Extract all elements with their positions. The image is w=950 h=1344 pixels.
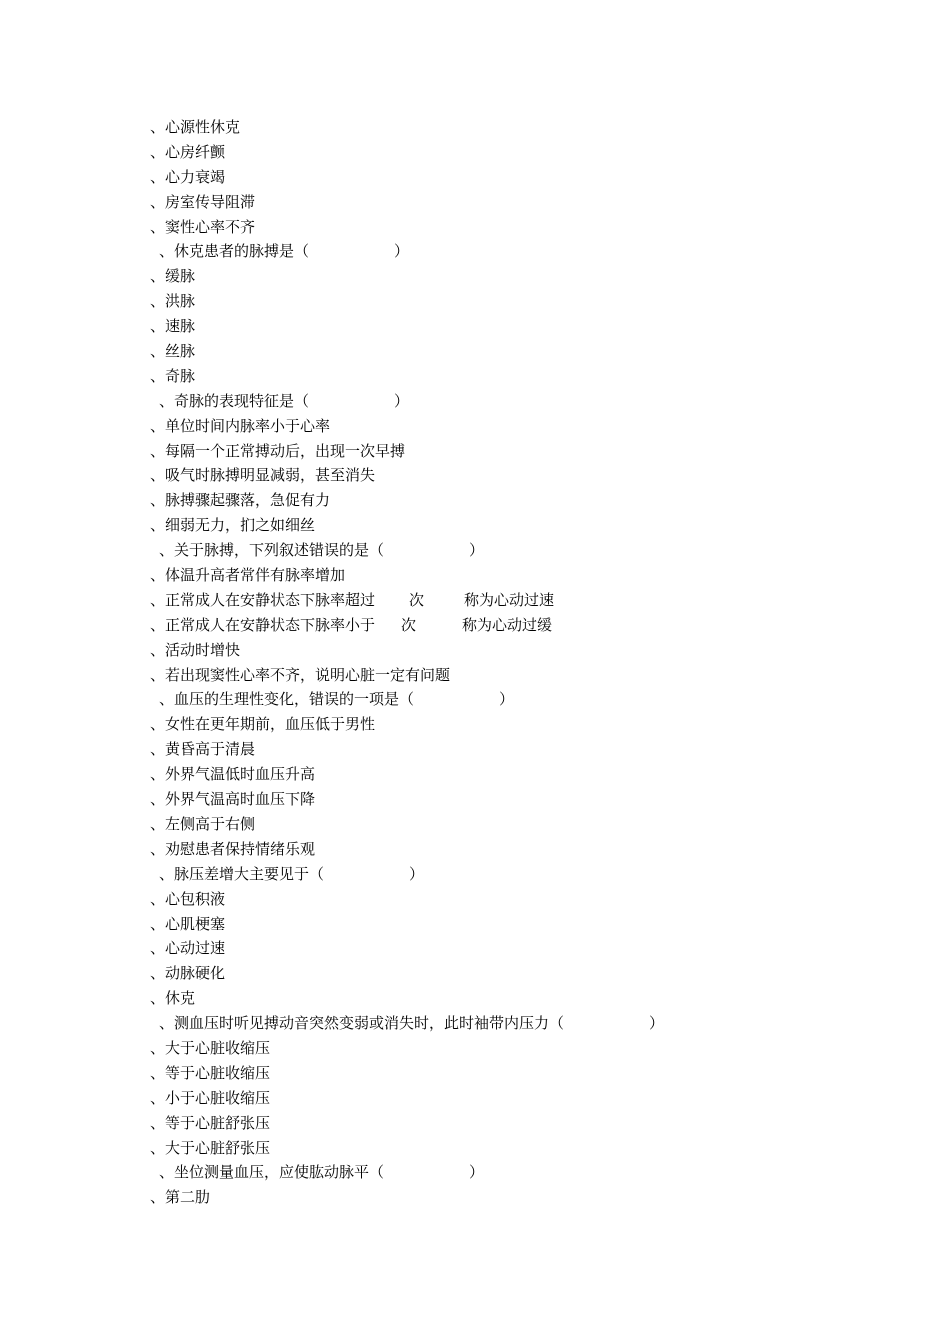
option-text: 、单位时间内脉率小于心率: [150, 416, 331, 435]
answer-option: [150, 513, 870, 538]
answer-option: [150, 1185, 870, 1210]
option-text: 、脉搏骤起骤落，急促有力: [150, 491, 331, 510]
answer-option: [150, 887, 870, 912]
answer-option: [150, 812, 870, 837]
option-text: 、缓脉: [150, 267, 196, 286]
option-text: 、房室传导阻滞: [150, 192, 256, 211]
answer-option: [150, 439, 870, 464]
option-text: 、大于心脏舒张压: [150, 1138, 271, 1157]
question-text: 、关于脉搏，下列叙述错误的是（: [159, 541, 385, 560]
answer-option: [150, 115, 870, 140]
option-text: 、等于心脏收缩压: [150, 1063, 271, 1082]
question-stem: [150, 538, 870, 563]
question-text: 、休克患者的脉搏是（: [159, 242, 310, 261]
answer-option: [150, 1111, 870, 1136]
answer-option: [150, 488, 870, 513]
question-text: ）: [469, 1163, 485, 1182]
option-text: 、正常成人在安静状态下脉率超过: [150, 590, 376, 609]
answer-option: [150, 936, 870, 961]
answer-option: [150, 190, 870, 215]
option-text: 、若出现窦性心率不齐，说明心脏一定有问题: [150, 665, 451, 684]
option-text: 、洪脉: [150, 292, 196, 311]
question-stem: [150, 687, 870, 712]
answer-option: [150, 414, 870, 439]
answer-option: [150, 264, 870, 289]
option-text: 、等于心脏舒张压: [150, 1113, 271, 1132]
option-text: 、每隔一个正常搏动后，出现一次早搏: [150, 441, 406, 460]
option-text: 、女性在更年期前，血压低于男性: [150, 715, 376, 734]
answer-option: [150, 289, 870, 314]
option-text: 、心源性休克: [150, 118, 241, 136]
answer-option: [150, 762, 870, 787]
option-text: 、外界气温低时血压升高: [150, 765, 316, 784]
question-text: 、血压的生理性变化，错误的一项是（: [159, 690, 415, 709]
answer-option: [150, 215, 870, 240]
option-text: 、黄昏高于清晨: [150, 740, 256, 759]
option-text: 、小于心脏收缩压: [150, 1088, 271, 1107]
answer-option: [150, 563, 870, 588]
option-text: 、左侧高于右侧: [150, 814, 256, 833]
answer-option: [150, 986, 870, 1011]
option-text: 、动脉硬化: [150, 964, 226, 983]
answer-option: [150, 663, 870, 688]
option-text: 、正常成人在安静状态下脉率小于: [150, 615, 376, 634]
answer-option: [150, 638, 870, 663]
option-text: 称为心动过缓: [462, 615, 553, 634]
answer-option: [150, 1086, 870, 1111]
question-text: 、坐位测量血压，应使肱动脉平（: [159, 1163, 385, 1182]
option-text: 、体温升高者常伴有脉率增加: [150, 566, 346, 585]
option-text: 、吸气时脉搏明显减弱，甚至消失: [150, 466, 376, 485]
option-text: 、心房纤颤: [150, 142, 226, 161]
answer-option: [150, 1036, 870, 1061]
answer-option: [150, 339, 870, 364]
answer-option: [150, 712, 870, 737]
option-text: 、劝慰患者保持情绪乐观: [150, 839, 316, 858]
answer-option: [150, 1136, 870, 1161]
question-text: ）: [409, 864, 425, 883]
question-stem: [150, 1011, 870, 1036]
question-text: 、测血压时听见搏动音突然变弱或消失时，此时袖带内压力（: [159, 1014, 565, 1033]
option-text: 称为心动过速: [464, 590, 555, 609]
answer-option: [150, 613, 870, 638]
option-text: 次: [401, 615, 417, 634]
question-text: 、脉压差增大主要见于（: [159, 864, 325, 883]
option-text: 、速脉: [150, 317, 196, 336]
answer-option: [150, 165, 870, 190]
option-text: 、心包积液: [150, 889, 226, 908]
answer-option: [150, 961, 870, 986]
option-text: 、休克: [150, 989, 196, 1008]
option-text: 、奇脉: [150, 366, 196, 385]
option-text: 、活动时增快: [150, 640, 241, 659]
question-stem: [150, 862, 870, 887]
option-text: 、丝脉: [150, 342, 196, 361]
answer-option: [150, 588, 870, 613]
question-stem: [150, 389, 870, 414]
question-stem: [150, 239, 870, 264]
option-text: 次: [409, 590, 425, 609]
option-text: 、心力衰竭: [150, 167, 226, 186]
answer-option: [150, 463, 870, 488]
option-text: 、心动过速: [150, 939, 226, 958]
answer-option: [150, 837, 870, 862]
question-text: ）: [469, 541, 485, 560]
answer-option: [150, 912, 870, 937]
option-text: 、大于心脏收缩压: [150, 1038, 271, 1057]
question-text: ）: [394, 391, 410, 410]
answer-option: [150, 364, 870, 389]
question-stem: [150, 1160, 870, 1185]
option-text: 、窦性心率不齐: [150, 217, 256, 236]
option-text: 、细弱无力，扪之如细丝: [150, 516, 316, 535]
option-text: 、心肌梗塞: [150, 914, 226, 933]
question-text: ）: [649, 1014, 665, 1033]
question-text: ）: [394, 242, 410, 261]
answer-option: [150, 1061, 870, 1086]
option-text: 、外界气温高时血压下降: [150, 790, 316, 809]
question-text: ）: [499, 690, 515, 709]
answer-option: [150, 737, 870, 762]
option-text: 、第二肋: [150, 1188, 211, 1207]
answer-option: [150, 787, 870, 812]
question-text: 、奇脉的表现特征是（: [159, 391, 310, 410]
answer-option: [150, 314, 870, 339]
question-list: [150, 115, 870, 1210]
answer-option: [150, 140, 870, 165]
